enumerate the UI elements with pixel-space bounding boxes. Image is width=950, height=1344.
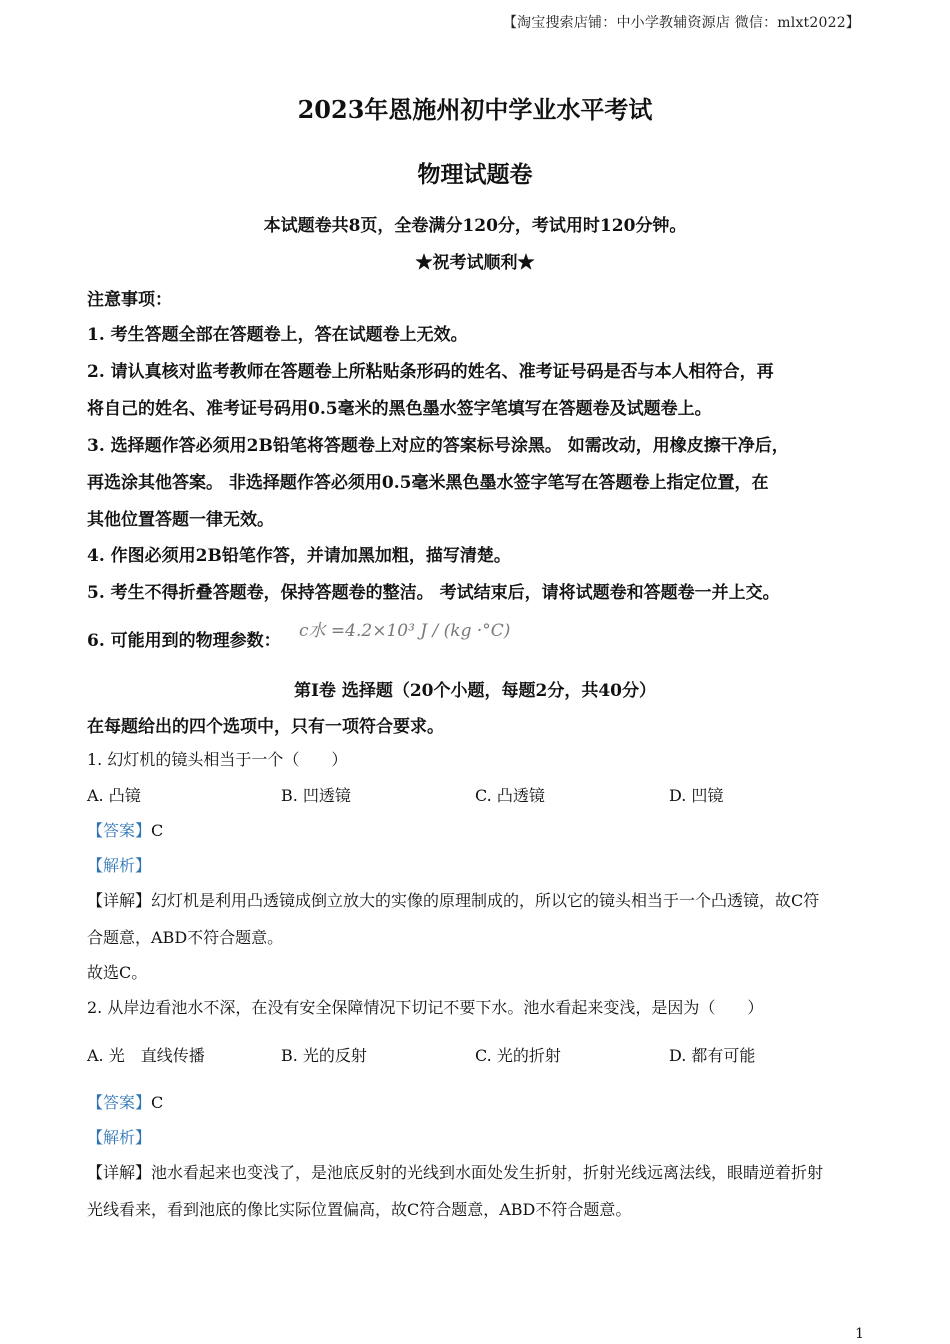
q2-option-a: A. 光 直线传播 [87,1046,205,1065]
q2-answer-line [87,1090,163,1113]
section-instruction: 在每题给出的四个选项中，只有一项符合要求。 [87,717,444,737]
page-number: 1 [855,1326,864,1342]
question-2-stem: 2. 从岸边看池水不深，在没有安全保障情况下切记不要下水。池水看起来变浅，是因为（ ） [87,998,764,1017]
q2-answer: C [151,1093,164,1112]
q1-answer-line [87,818,163,841]
header-note: 【淘宝搜索店铺：中小学教辅资源店 微信：mlxt2022】 [502,15,860,31]
q1-conclusion: 故选C。 [87,963,148,982]
specific-heat-formula: c水 =4.2×10³ J / (kg ·°C) [299,621,511,641]
q1-detail: 合题意，ABD不符合题意。 [87,928,284,947]
section-title: 第I卷 选择题（20个小题，每题2分，共40分） [293,681,656,701]
answer-tag: 【答案】 [87,821,152,840]
q2-option-d: D. 都有可能 [669,1046,756,1065]
answer-tag: 【答案】 [87,1093,152,1112]
q1-option-b: B. 凹透镜 [281,786,351,805]
q2-detail: 光线看来，看到池底的像比实际位置偏高，故C符合题意，ABD不符合题意。 [87,1200,632,1219]
note-item: 将自己的姓名、准考证号码用0.5毫米的黑色墨水签字笔填写在答题卷及试题卷上。 [87,399,712,419]
note-item: 再选涂其他答案。 非选择题作答必须用0.5毫米黑色墨水签字笔写在答题卷上指定位置，在 [87,473,769,493]
q1-option-a: A. 凸镜 [87,786,141,805]
q1-analysis-tag: 【解析】 [87,856,152,875]
note-item: 1. 考生答题全部在答题卷上，答在试题卷上无效。 [87,325,468,345]
note-item: 5. 考生不得折叠答题卷，保持答题卷的整洁。 考试结束后，请将试题卷和答题卷一并上交。 [87,583,780,603]
note-item: 4. 作图必须用2B铅笔作答，并请加黑加粗，描写清楚。 [87,546,511,566]
note-item: 6. 可能用到的物理参数： [87,631,281,651]
question-1-stem: 1. 幻灯机的镜头相当于一个（ ） [87,750,348,769]
q2-detail: 【详解】池水看起来也变浅了，是池底反射的光线到水面处发生折射，折射光线远离法线，眼睛逆着折射 [87,1163,824,1182]
note-item: 3. 选择题作答必须用2B铅笔将答题卷上对应的答案标号涂黑。 如需改动，用橡皮擦干净后， [87,436,789,456]
notes-heading: 注意事项： [87,290,172,310]
q2-analysis-tag: 【解析】 [87,1128,152,1147]
note-item: 2. 请认真核对监考教师在答题卷上所粘贴条形码的姓名、准考证号码是否与本人相符合，再 [87,362,774,382]
good-luck-line: ★祝考试顺利★ [415,253,535,273]
exam-title: 2023年恩施州初中学业水平考试 [297,95,653,124]
q2-option-c: C. 光的折射 [475,1046,561,1065]
note-item: 其他位置答题一律无效。 [87,510,274,530]
exam-info: 本试题卷共8页，全卷满分120分，考试用时120分钟。 [263,216,687,236]
q1-option-d: D. 凹镜 [669,786,724,805]
q2-option-b: B. 光的反射 [281,1046,367,1065]
q1-detail: 【详解】幻灯机是利用凸透镜成倒立放大的实像的原理制成的，所以它的镜头相当于一个凸透镜，故C符 [87,891,820,910]
q1-answer: C [151,821,164,840]
q1-option-c: C. 凸透镜 [475,786,545,805]
exam-subtitle: 物理试题卷 [417,161,533,188]
